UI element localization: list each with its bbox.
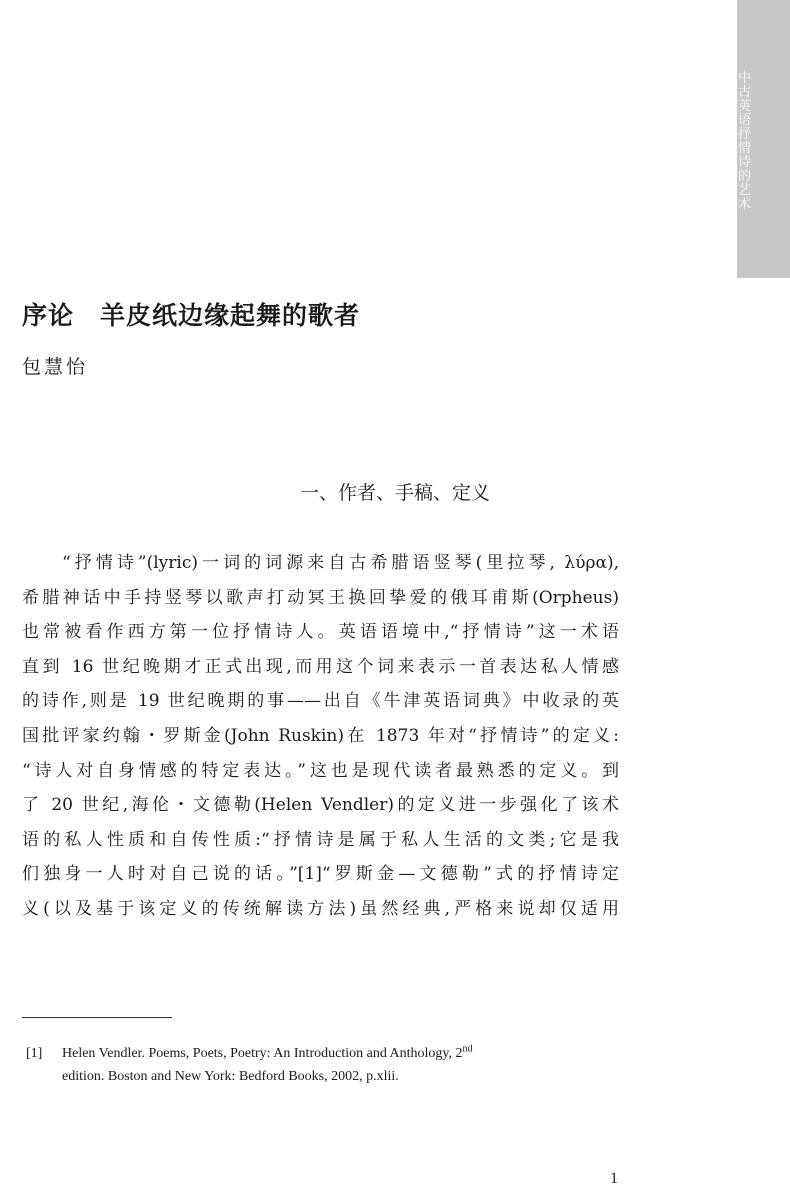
- body-line: 们独身一人时对自己说的话。”[1]“罗斯金—文德勒”式的抒情诗定: [22, 864, 619, 885]
- footnote-line-1: Helen Vendler. Poems, Poets, Poetry: An Introduction and Anthology, 2: [62, 1046, 463, 1061]
- book-title-vertical: 中古英语抒情诗的艺术: [738, 71, 752, 212]
- footnote-line-2: edition. Boston and New York: Bedford Books, 2002, p.xlii.: [62, 1069, 399, 1084]
- body-line: 语的私人性质和自传性质:“抒情诗是属于私人生活的文类;它是我: [22, 829, 619, 850]
- body-line: 的诗作,则是 19 世纪晚期的事——出自《牛津英语词典》中收录的英: [22, 691, 619, 712]
- body-line: 国批评家约翰・罗斯金(John Ruskin)在 1873 年对“抒情诗”的定义:: [22, 725, 619, 746]
- footnote-divider: [22, 1017, 172, 1018]
- body-text: [22, 546, 619, 927]
- body-line: 义(以及基于该定义的传统解读方法)虽然经典,严格来说却仅适用: [22, 898, 619, 919]
- body-line: 直到 16 世纪晚期才正式出现,而用这个词来表示一首表达私人情感: [22, 656, 619, 677]
- body-line: “抒情诗”(lyric)一词的词源来自古希腊语竖琴(里拉琴, λύρα),: [62, 553, 619, 573]
- footnote: [26, 1042, 626, 1088]
- footnote-superscript: nd: [462, 1043, 473, 1055]
- chapter-author: 包慧怡: [22, 356, 89, 378]
- page-number: 1: [610, 1170, 618, 1187]
- body-line: 也常被看作西方第一位抒情诗人。英语语境中,“抒情诗”这一术语: [22, 622, 619, 643]
- footnote-marker: [1]: [26, 1046, 43, 1061]
- chapter-title: 序论 羊皮纸边缘起舞的歌者: [22, 301, 361, 330]
- body-line: 希腊神话中手持竖琴以歌声打动冥王换回挚爱的俄耳甫斯(Orpheus): [22, 587, 619, 608]
- section-heading: 一、作者、手稿、定义: [299, 482, 490, 504]
- body-line: “诗人对自身情感的特定表达。”这也是现代读者最熟悉的定义。到: [22, 760, 619, 781]
- body-line: 了 20 世纪,海伦・文德勒(Helen Vendler)的定义进一步强化了该术: [22, 795, 619, 816]
